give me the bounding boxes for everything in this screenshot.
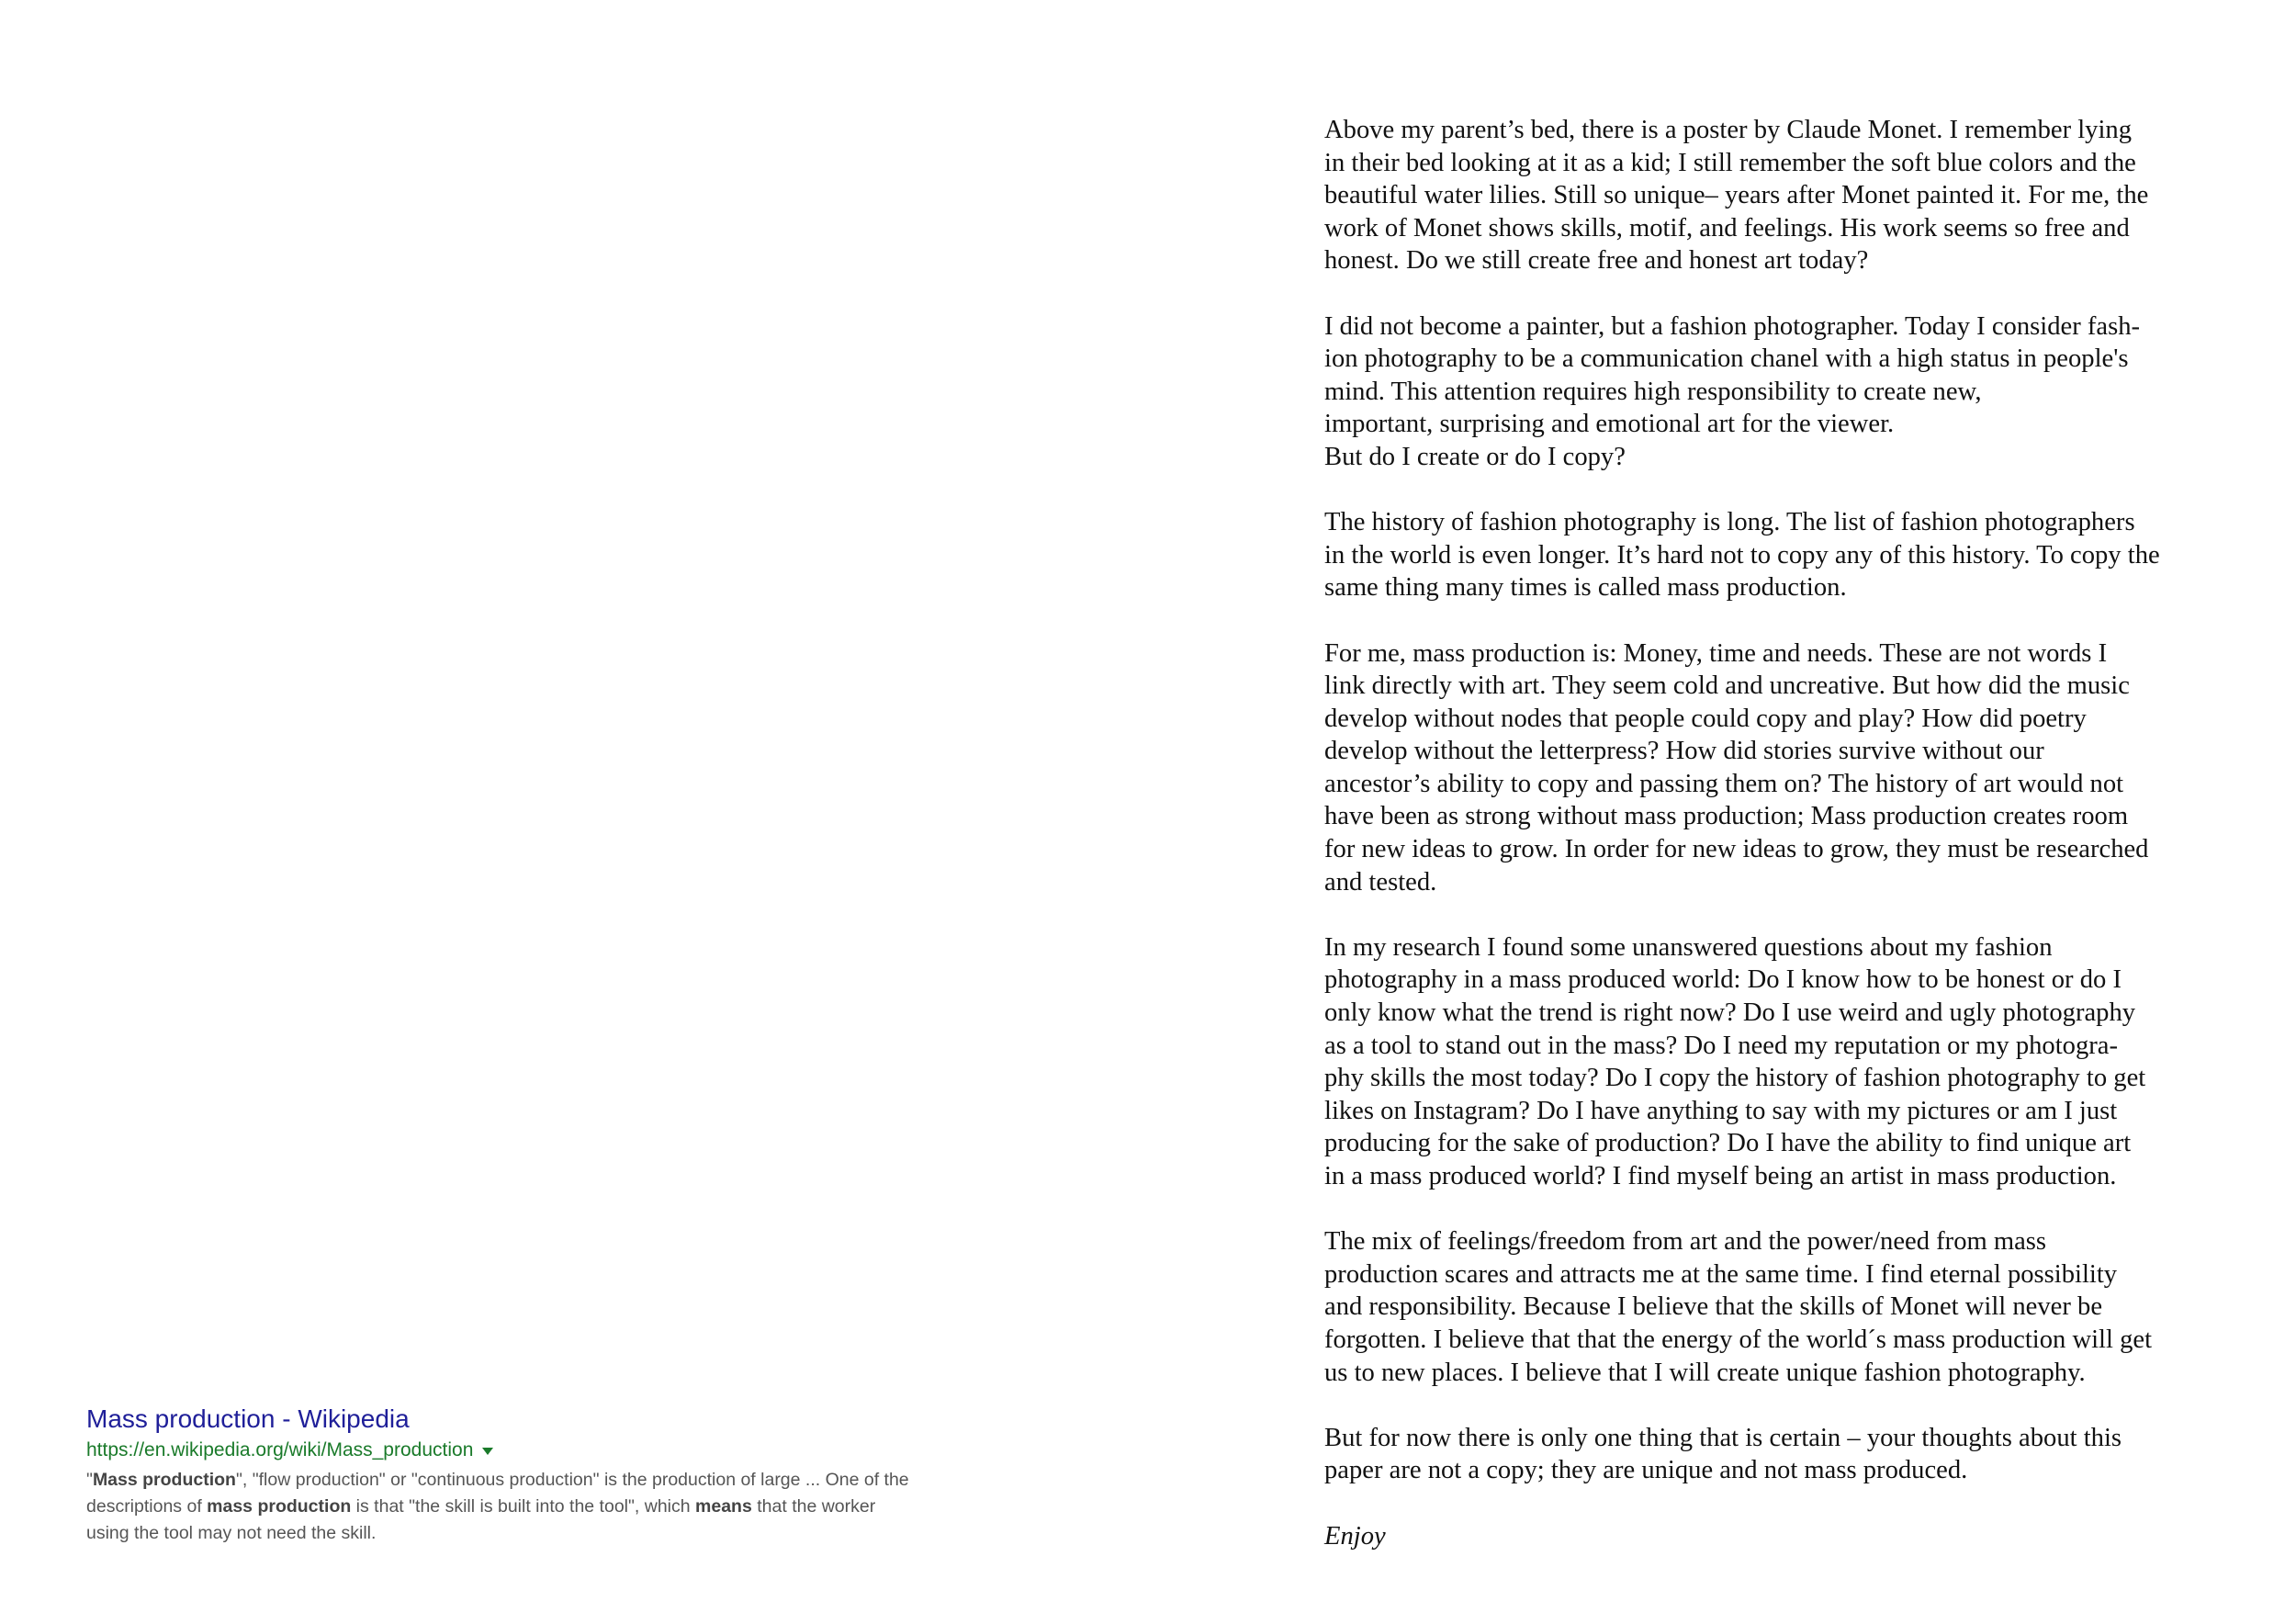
text-line: only know what the trend is right now? Do I use weird and ugly photography [1324,998,2136,1028]
result-title-link[interactable]: Mass production - Wikipedia [86,1404,410,1433]
text-line: in the world is even longer. It’s hard not to copy any of this history. To copy the [1324,540,2160,570]
text-line: honest. Do we still create free and honest art today? [1324,246,1869,276]
text-line: important, surprising and emotional art for the viewer. [1324,410,1895,439]
text-line: work of Monet shows skills, motif, and feelings. His work seems so free and [1324,213,2130,242]
paragraph-1 [1324,114,2169,277]
text-line: paper are not a copy; they are unique and not mass produced. [1324,1456,1968,1485]
paragraph-6 [1324,1225,2169,1389]
snippet-text: " [86,1470,93,1490]
text-line: ancestor’s ability to copy and passing them on? The history of art would not [1324,769,2124,798]
result-url: https://en.wikipedia.org/wiki/Mass_production [86,1439,474,1460]
text-line: producing for the sake of production? Do I have the ability to find unique art [1324,1129,2132,1158]
text-line: and responsibility. Because I believe that the skills of Monet will never be [1324,1292,2103,1322]
text-line: in their bed looking at it as a kid; I still remember the soft blue colors and the [1324,148,2136,177]
snippet-text: descriptions of [86,1496,208,1517]
text-line: in a mass produced world? I find myself being an artist in mass production. [1324,1162,2117,1190]
right-page [1148,0,2296,1624]
result-url-row [86,1437,1005,1464]
sign-off: Enjoy [1324,1521,1386,1551]
text-line: have been as strong without mass production; Mass production creates room [1324,802,2129,831]
text-line: us to new places. I believe that I will create unique fashion photography. [1324,1358,2086,1387]
text-line: For me, mass production is: Money, time and needs. These are not words I [1324,638,2108,668]
text-line: ion photography to be a communication chanel with a high status in people's [1324,344,2129,374]
text-line: beautiful water lilies. Still so unique– years after Monet painted it. For me, the [1324,181,2149,210]
text-line: The mix of feelings/freedom from art and the power/need from mass [1324,1227,2047,1257]
snippet-text: is that "the skill is built into the tool", which [351,1496,696,1517]
text-line: same thing many times is called mass production. [1324,573,1847,603]
text-line: as a tool to stand out in the mass? Do I need my reputation or my photogra- [1324,1031,2118,1060]
text-line: and tested. [1324,867,1437,897]
text-line: likes on Instagram? Do I have anything to say with my pictures or am I just [1324,1096,2118,1125]
snippet-line: using the tool may not need the skill. [86,1523,377,1543]
snippet-keyword: mass production [207,1496,352,1517]
paragraph-5 [1324,931,2169,1193]
snippet-line [86,1467,986,1494]
text-line: mind. This attention requires high responsibility to create new, [1324,377,1982,406]
dropdown-arrow-icon[interactable] [482,1448,493,1455]
result-snippet [86,1467,986,1547]
text-line: Above my parent’s bed, there is a poster by Claude Monet. I remember lying [1324,116,2133,144]
text-line: photography in a mass produced world: Do I know how to be honest or do I [1324,965,2122,995]
text-line: link directly with art. They seem cold and uncreative. But how did the music [1324,671,2130,701]
text-line: In my research I found some unanswered questions about my fashion [1324,932,2053,962]
text-line: The history of fashion photography is long. The list of fashion photographers [1324,508,2135,537]
text-line: But for now there is only one thing that is certain – your thoughts about this [1324,1423,2122,1452]
paragraph-2 [1324,310,2169,474]
text-line: for new ideas to grow. In order for new ideas to grow, they must be researched [1324,835,2149,864]
paragraph-7 [1324,1422,2169,1487]
text-line: develop without the letterpress? How did stories survive without our [1324,737,2044,766]
text-line: I did not become a painter, but a fashion photographer. Today I consider fash- [1324,311,2141,341]
snippet-keyword: Mass production [92,1470,236,1490]
snippet-line [86,1494,986,1520]
snippet-text: ", "flow production" or "continuous production" is the production of large ... One of the [235,1470,909,1490]
text-line: develop without nodes that people could copy and play? How did poetry [1324,704,2087,733]
snippet-text: that the worker [751,1496,876,1517]
text-line: forgotten. I believe that that the energy of the world´s mass production will get [1324,1325,2153,1354]
snippet-keyword: means [695,1496,752,1517]
essay-text [1324,114,2169,1552]
text-line: phy skills the most today? Do I copy the history of fashion photography to get [1324,1064,2146,1093]
text-line: production scares and attracts me at the same time. I find eternal possibility [1324,1259,2118,1289]
paragraph-3 [1324,506,2169,604]
paragraph-4 [1324,637,2169,899]
search-result [86,1404,1005,1547]
text-line: But do I create or do I copy? [1324,442,1626,471]
